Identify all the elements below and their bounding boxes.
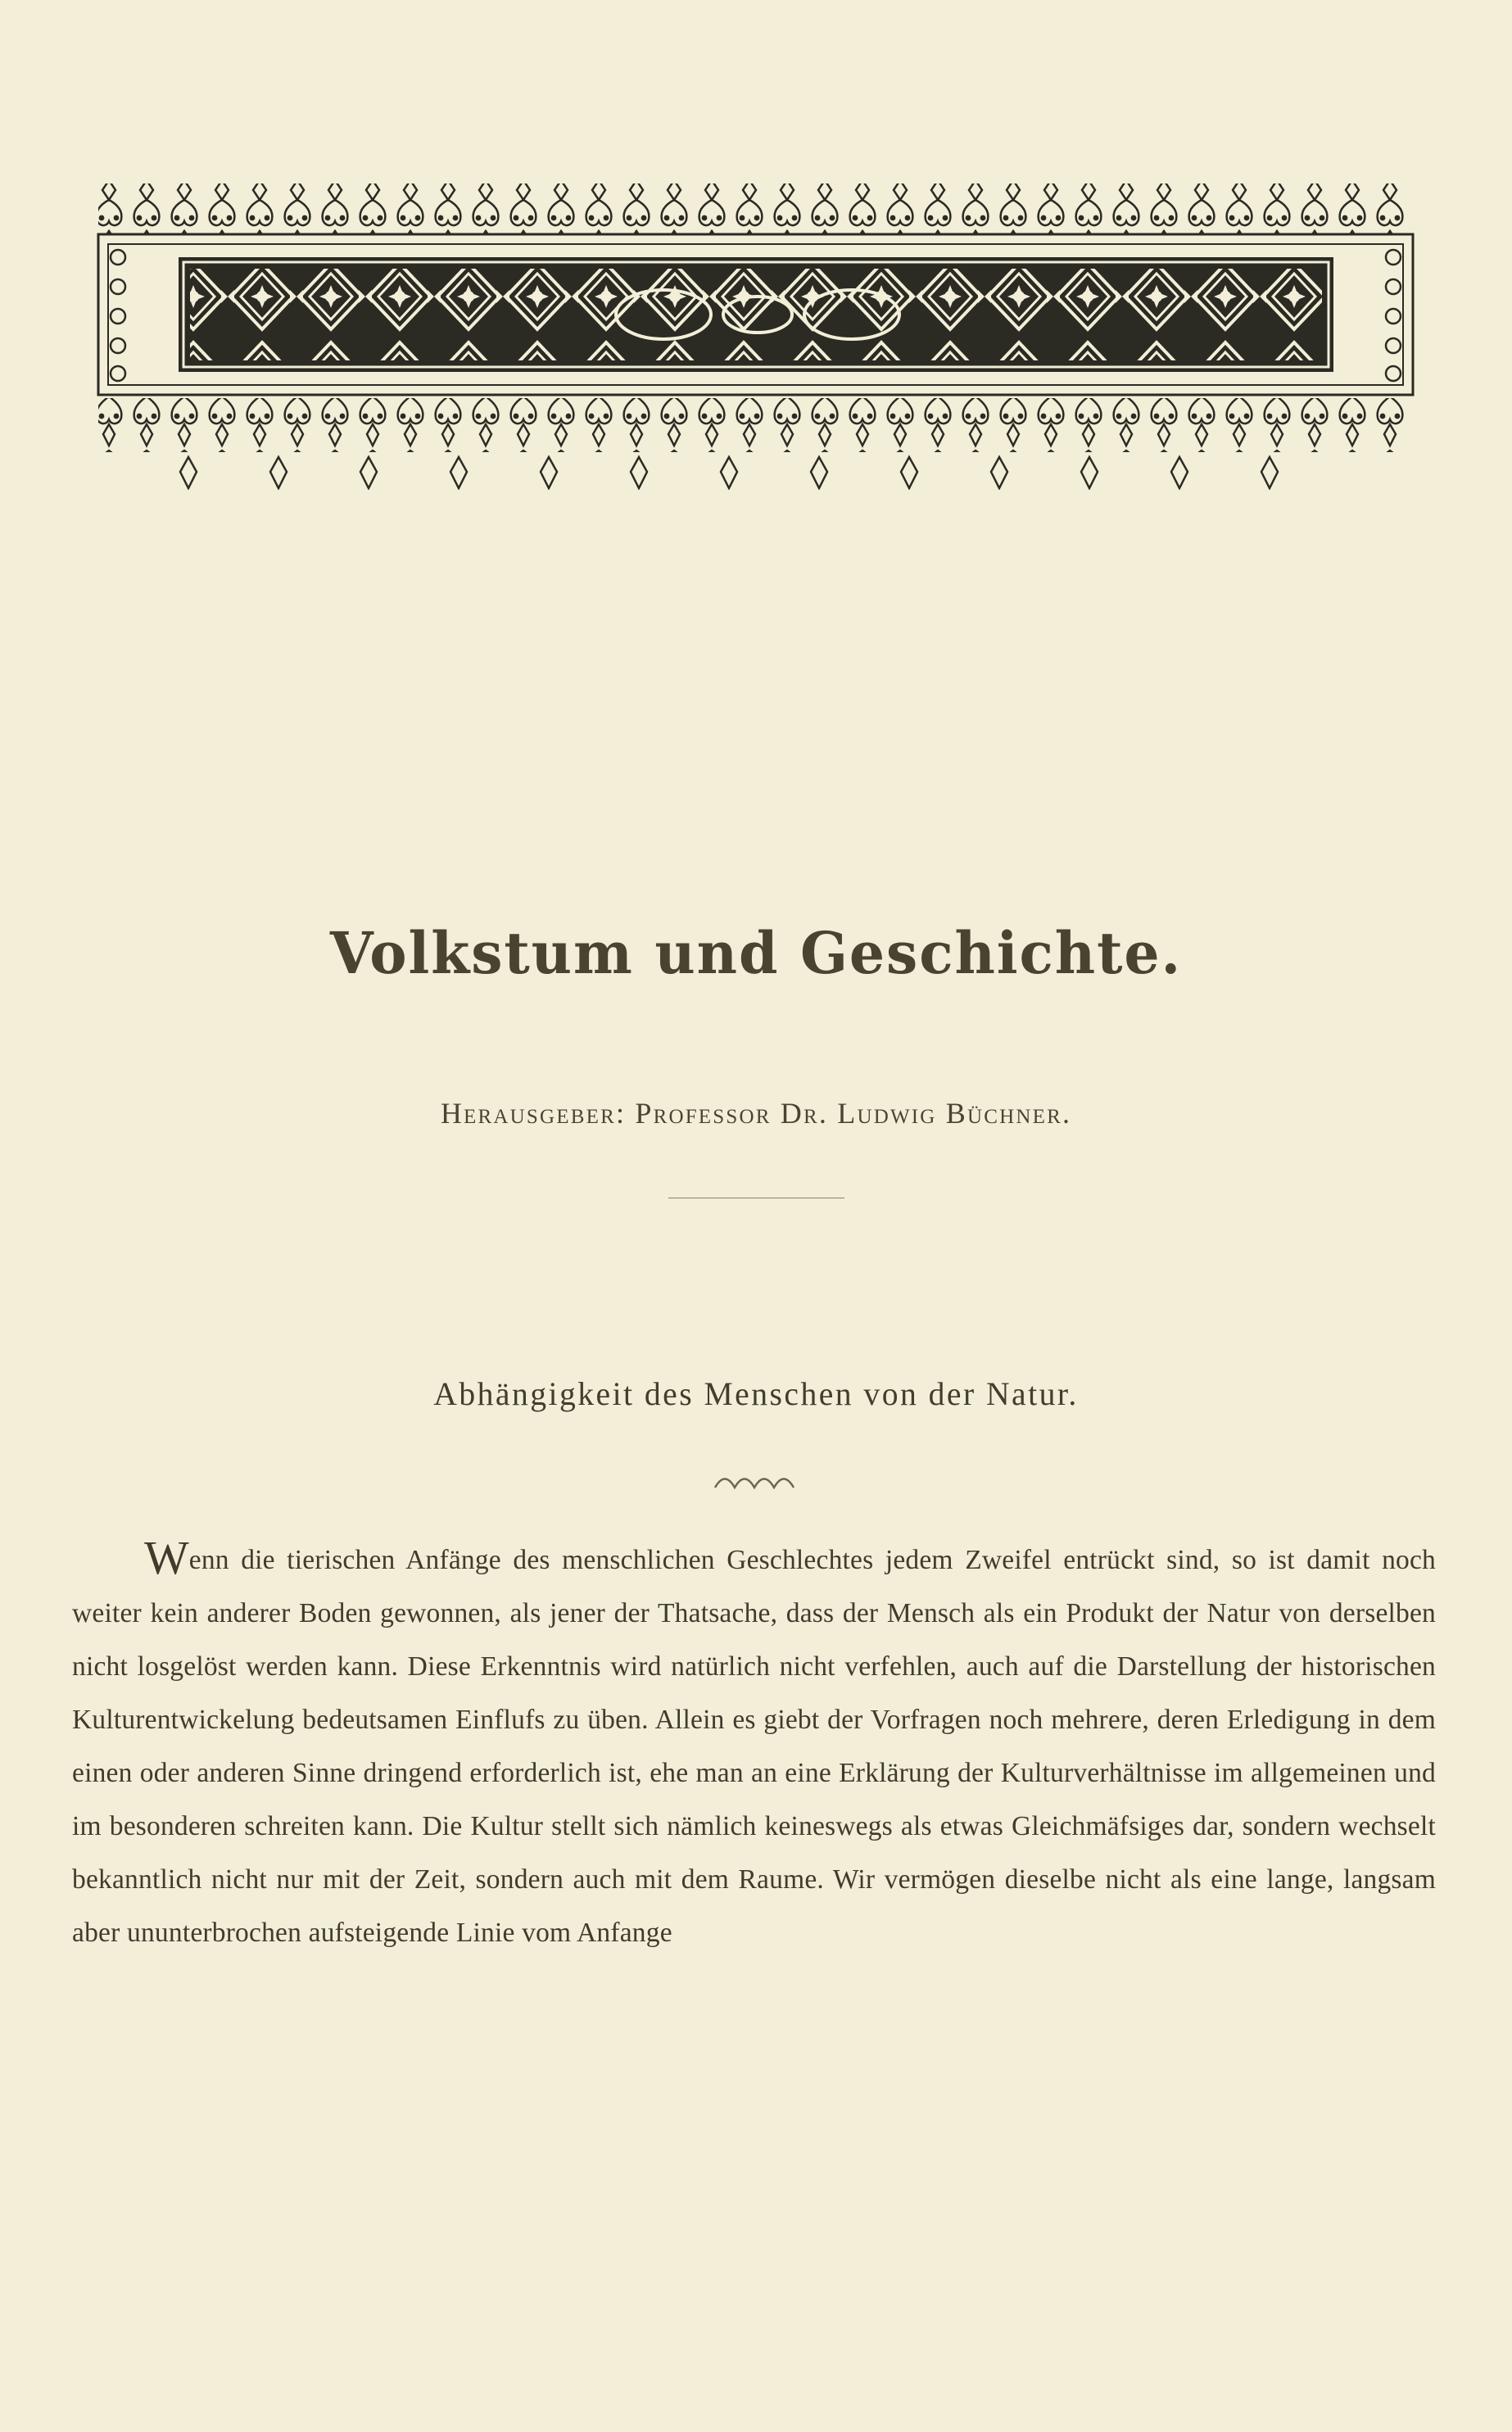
headpiece-ornament (90, 179, 1421, 490)
wave-ornament-icon (713, 1474, 799, 1494)
journal-title (23, 919, 1490, 987)
body-paragraph (72, 1533, 1436, 1959)
body-paragraph-text: enn die tierischen Anfänge des menschlichen Geschlechtes jedem Zweifel entrückt sind, so ist damit noch weiter kein anderer Boden gewonnen, als jener der Thatsache, dass der Mensch als ein Produkt der Natur von derselben nicht losgelöst werden kann. Diese Erkenntnis wird natürlich nicht verfehlen, auch auf die Darstellung der historischen Kulturentwickelung bedeutsamen Einflufs zu üben. Allein es giebt der Vorfragen noch mehrere, deren Erledigung in dem einen oder anderen Sinne dringend erforderlich ist, ehe man an eine Erklärung der Kulturverhältnisse im allgemeinen und im besonderen schreiten kann. Die Kultur stellt sich nämlich keineswegs als etwas Gleichmäfsiges dar, sondern wechselt bekanntlich nicht nur mit der Zeit, sondern auch mit dem Raume. Wir vermögen dieselbe nicht als eine lange, langsam aber ununterbrochen aufsteigende Linie vom Anfange (72, 1545, 1436, 1948)
journal-title-text: Volkstum und Geschichte. (329, 919, 1183, 987)
editor-line: Herausgeber: Professor Dr. Ludwig Büchner. (440, 1097, 1072, 1130)
article-title: Abhängigkeit des Menschen von der Natur. (433, 1375, 1079, 1412)
article-body (72, 1533, 1436, 1959)
drop-cap: W (144, 1531, 189, 1584)
